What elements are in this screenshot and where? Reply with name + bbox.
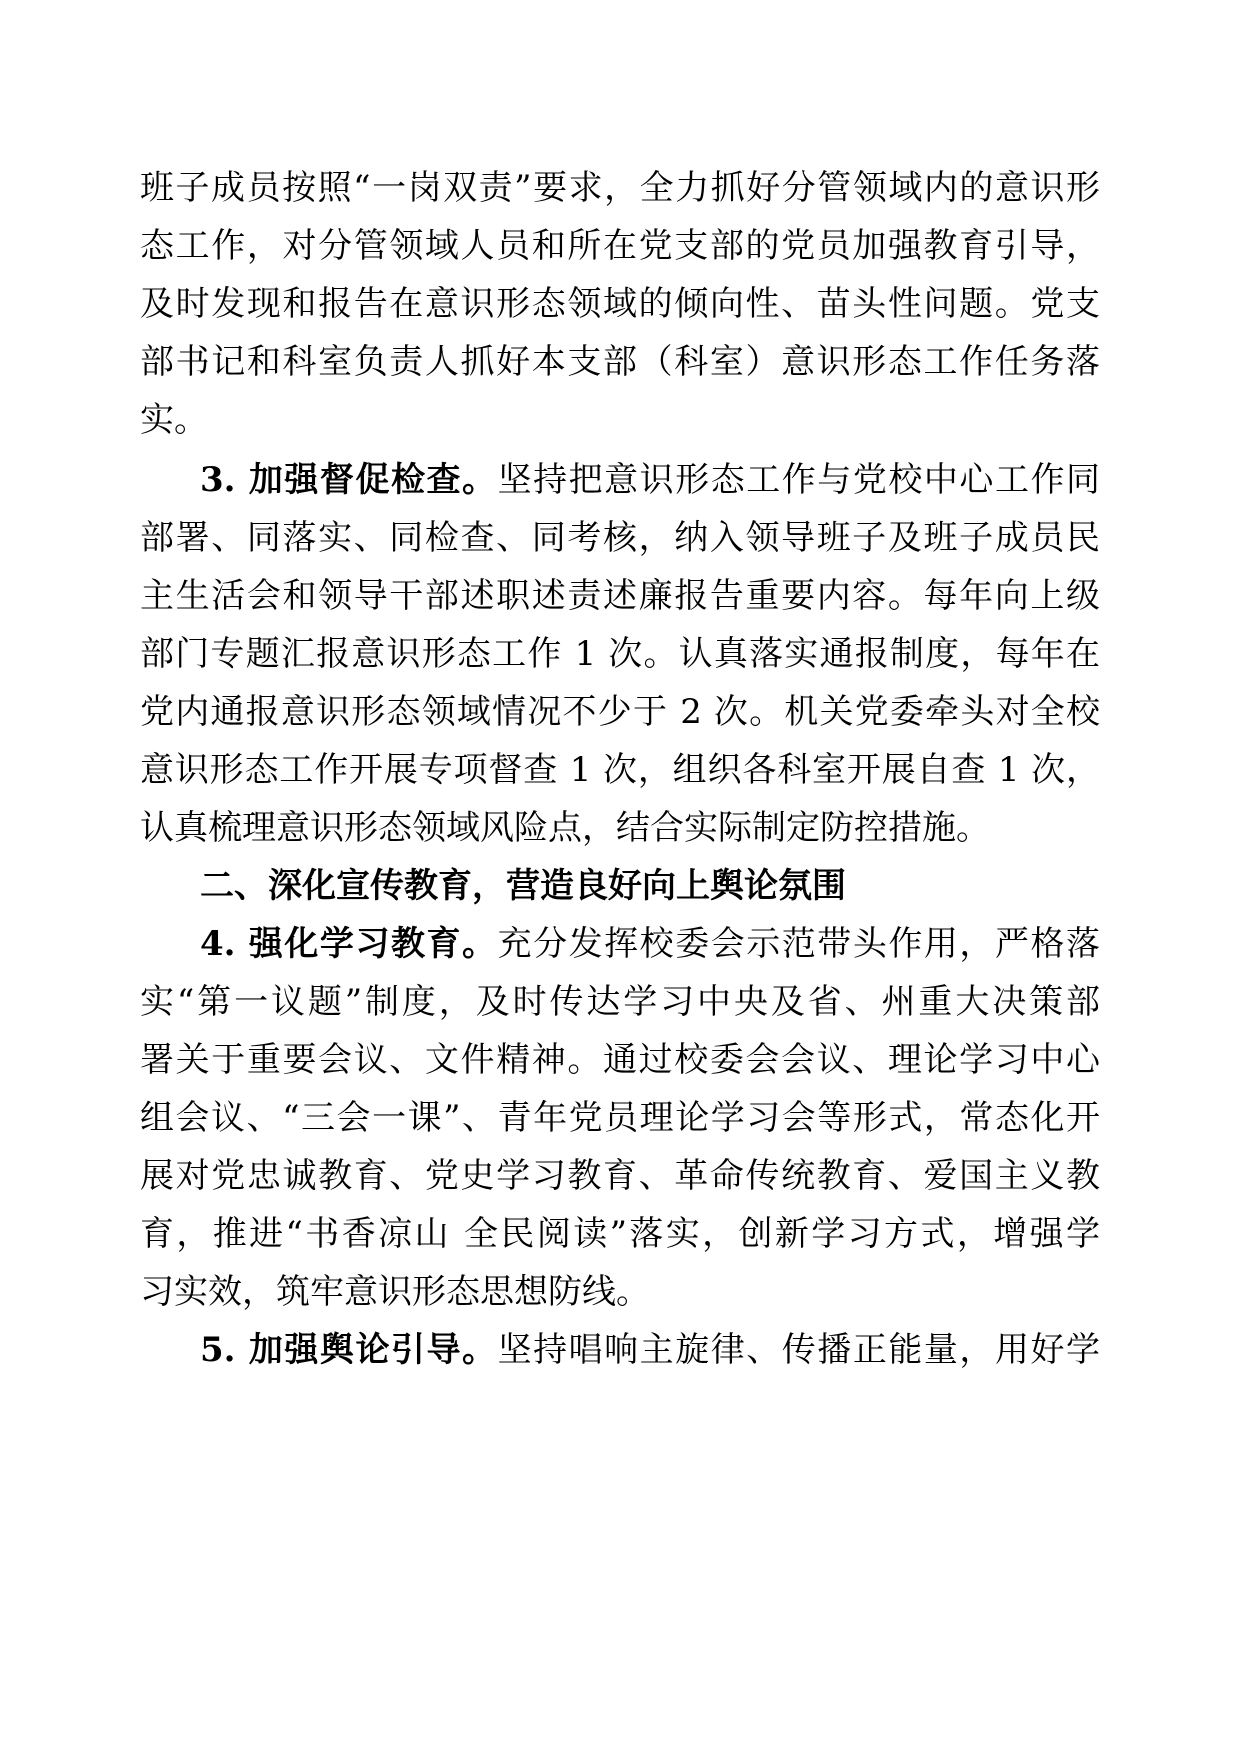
para2-line-7: 认真梳理意识形态领域风险点，结合实际制定防控措施。	[140, 808, 990, 848]
para4-lead: 5. 加强舆论引导。	[200, 1330, 498, 1370]
para3-line-5: 展对党忠诚教育、党史学习教育、革命传统教育、爱国主义教	[140, 1156, 1100, 1196]
para2-line-4: 部门专题汇报意识形态工作 1 次。认真落实通报制度，每年在	[140, 634, 1100, 674]
para3-line-2: 实“第一议题”制度，及时传达学习中央及省、州重大决策部	[140, 982, 1100, 1022]
para3-line-1	[200, 924, 1100, 964]
para3-line-7: 习实效，筑牢意识形态思想防线。	[140, 1272, 650, 1312]
section-heading-2: 二、深化宣传教育，营造良好向上舆论氛围	[200, 866, 846, 906]
para1-line-2: 态工作，对分管领域人员和所在党支部的党员加强教育引导，	[140, 226, 1100, 266]
para1-line-3: 及时发现和报告在意识形态领域的倾向性、苗头性问题。党支	[140, 284, 1100, 324]
para3-line-3: 署关于重要会议、文件精神。通过校委会会议、理论学习中心	[140, 1040, 1100, 1080]
para3-lead: 4. 强化学习教育。	[200, 924, 498, 964]
para4-first-rest: 坚持唱响主旋律、传播正能量，用好学	[497, 1330, 1100, 1370]
para2-line-2: 部署、同落实、同检查、同考核，纳入领导班子及班子成员民	[140, 518, 1100, 558]
para1-line-4: 部书记和科室负责人抓好本支部（科室）意识形态工作任务落	[140, 342, 1100, 382]
para2-line-3: 主生活会和领导干部述职述责述廉报告重要内容。每年向上级	[140, 576, 1100, 616]
para3-line-4: 组会议、“三会一课”、青年党员理论学习会等形式，常态化开	[140, 1098, 1100, 1138]
para3-line-6: 育，推进“书香凉山 全民阅读”落实，创新学习方式，增强学	[140, 1214, 1100, 1254]
para2-lead: 3. 加强督促检查。	[200, 460, 498, 500]
para2-line-6: 意识形态工作开展专项督查 1 次，组织各科室开展自查 1 次，	[140, 750, 1100, 790]
para3-first-rest: 充分发挥校委会示范带头作用，严格落	[497, 924, 1100, 964]
para1-line-1: 班子成员按照“一岗双责”要求，全力抓好分管领域内的意识形	[140, 168, 1100, 208]
para4-line-1	[200, 1330, 1100, 1370]
para2-first-rest: 坚持把意识形态工作与党校中心工作同	[497, 460, 1100, 500]
para2-line-5: 党内通报意识形态领域情况不少于 2 次。机关党委牵头对全校	[140, 692, 1100, 732]
para2-line-1	[200, 460, 1100, 500]
para1-line-5: 实。	[140, 400, 208, 440]
